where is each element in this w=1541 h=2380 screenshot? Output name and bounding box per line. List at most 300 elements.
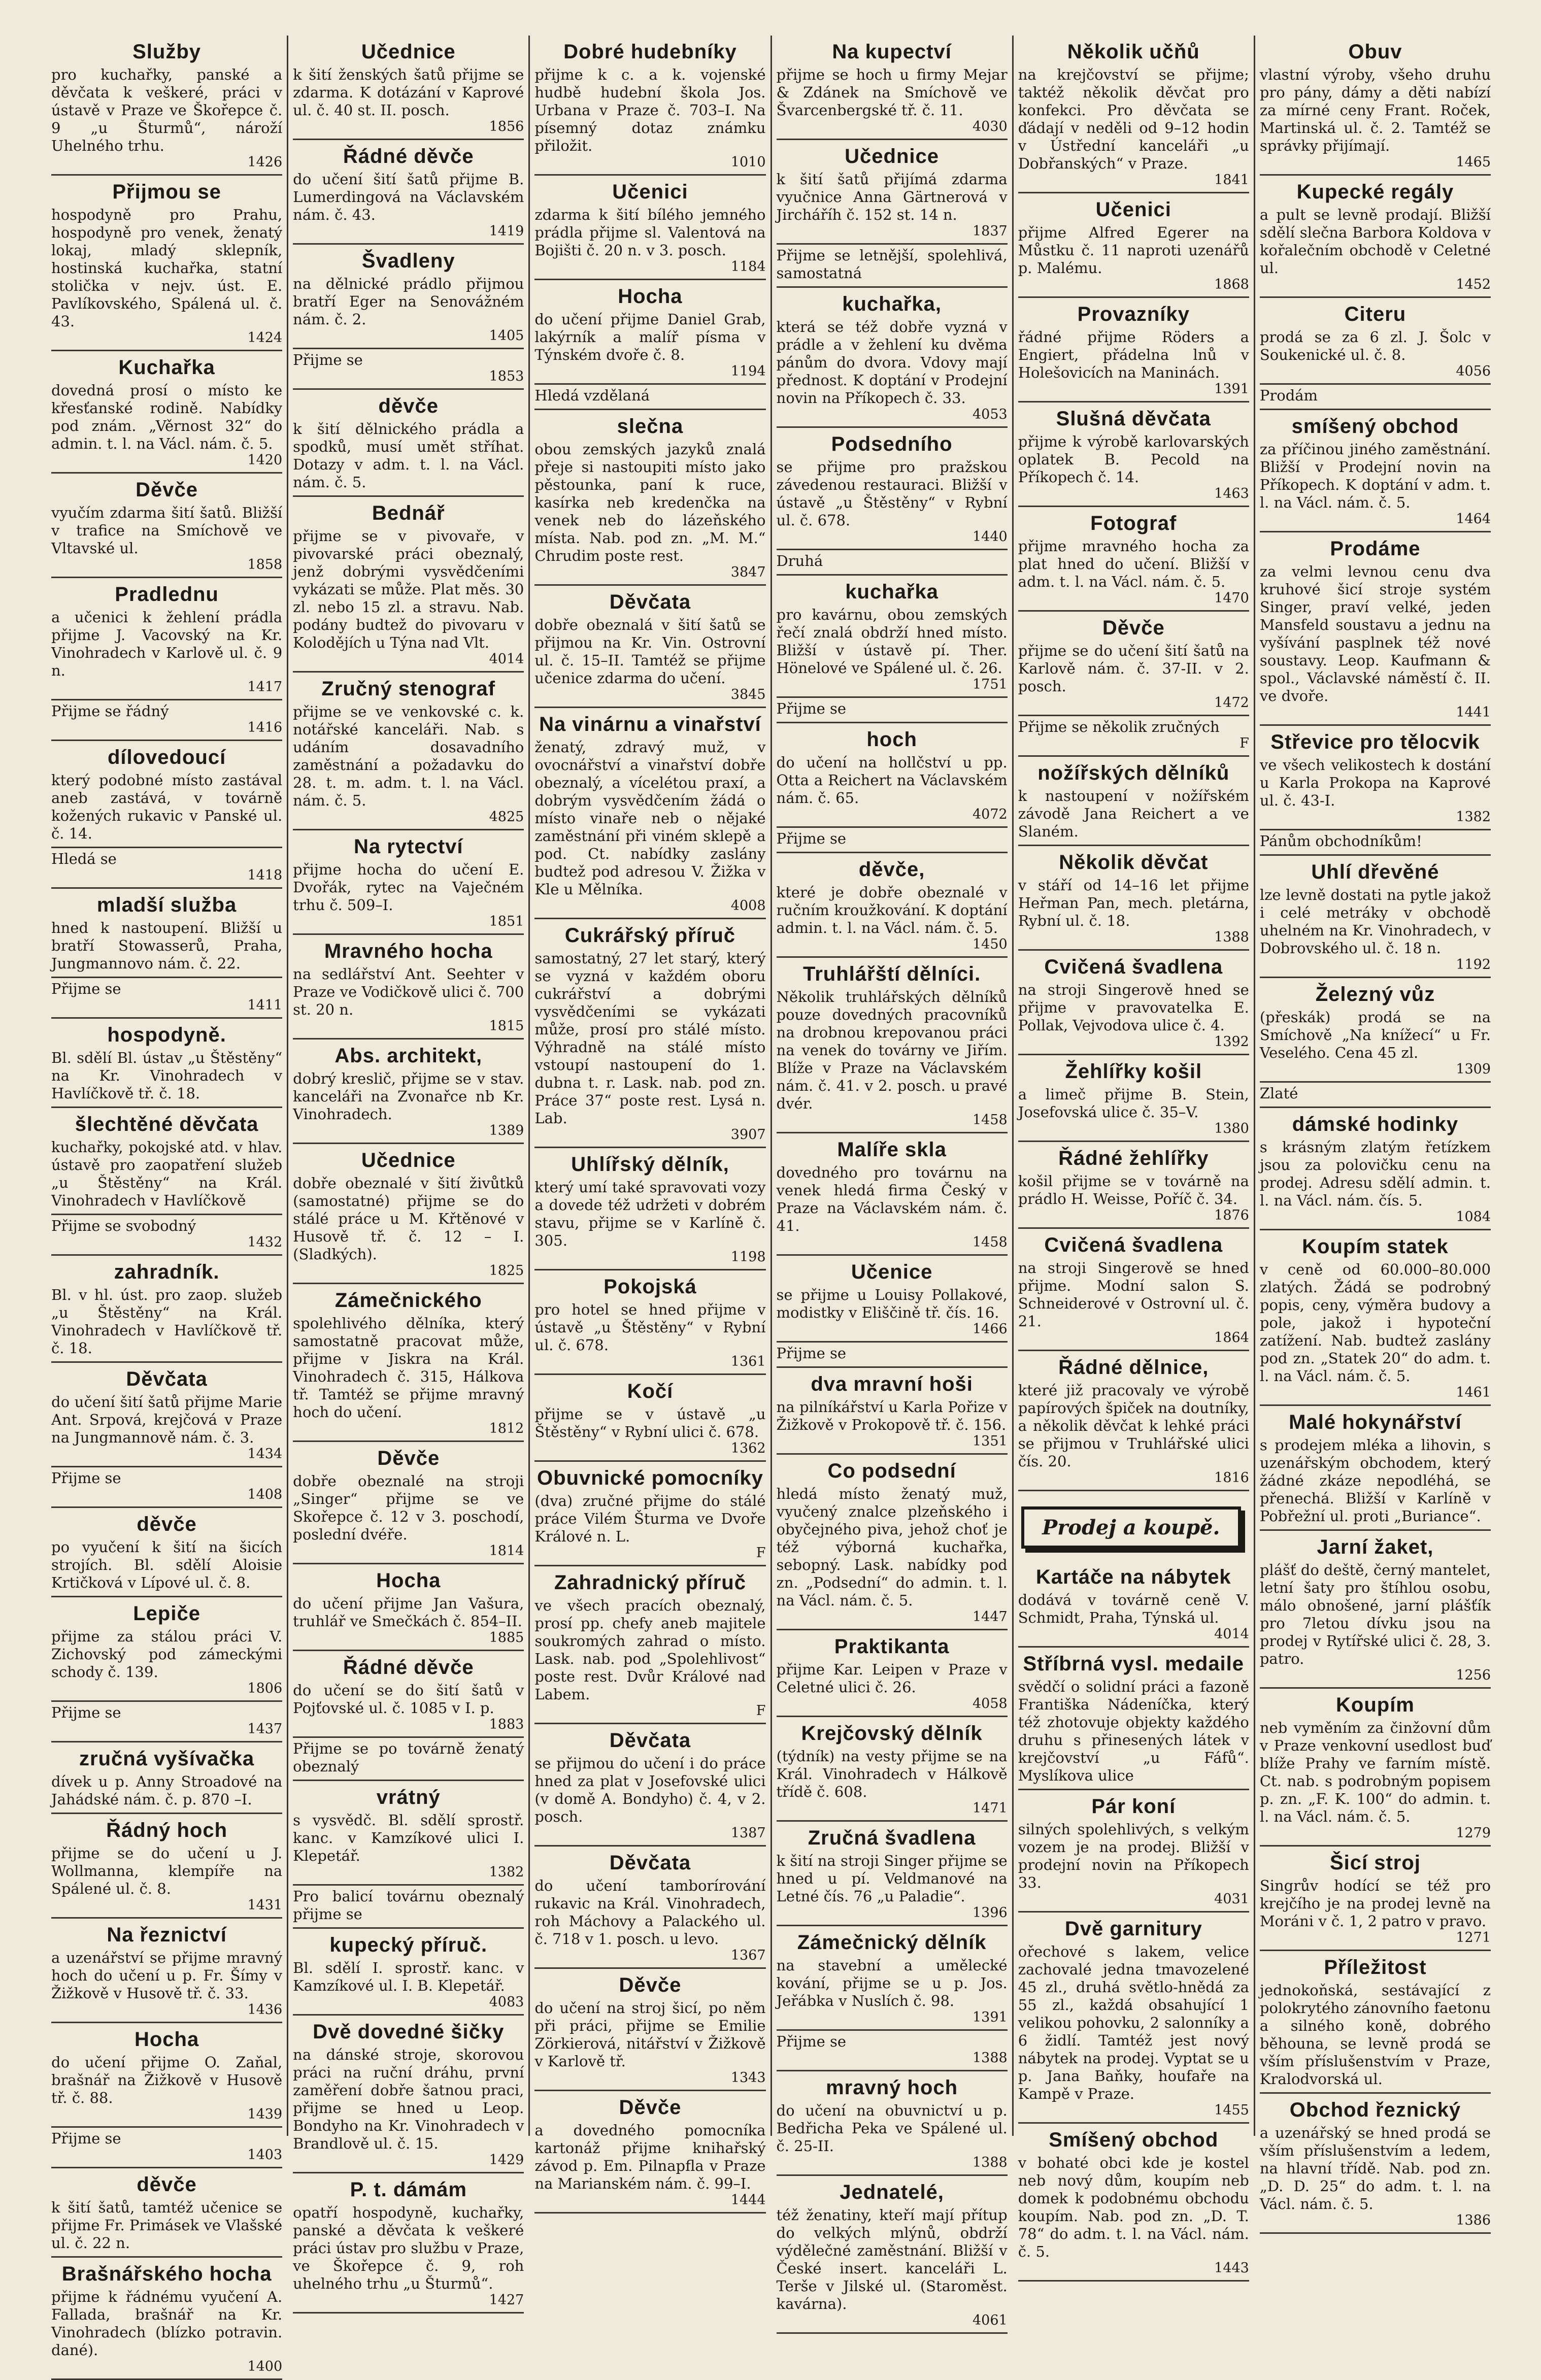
ad-number: 1382 bbox=[1456, 809, 1491, 825]
ad-divider bbox=[1018, 1141, 1249, 1142]
classified-ad bbox=[51, 1261, 282, 1363]
ad-divider bbox=[534, 2212, 765, 2214]
ad-text: přijme Kar. Leipen v Praze v Celetné ulici č. 26. bbox=[776, 1661, 1008, 1696]
ad-text: se přijme u Louisy Pollakové, modistky v Eliščině tř. čís. 16. bbox=[776, 1286, 1008, 1321]
ad-number: 4058 bbox=[972, 1696, 1008, 1712]
ad-divider bbox=[293, 1283, 524, 1284]
classified-ad bbox=[534, 387, 765, 410]
ad-heading: Kupecké regály bbox=[1296, 181, 1454, 203]
classified-ad bbox=[293, 1656, 524, 1738]
ad-text: Přijme se svobodný bbox=[51, 1217, 196, 1234]
ad-number: 1437 bbox=[247, 1721, 283, 1737]
ad-divider bbox=[1260, 724, 1491, 726]
ad-divider bbox=[51, 2256, 282, 2258]
classified-ad bbox=[777, 552, 1008, 576]
ad-divider bbox=[777, 1629, 1008, 1630]
ad-text: s krásným zlatým řetízkem jsou za polovičku cenu na prodej. Adresu sdělí admin. t. l. na Václ. nám. čís. 5. bbox=[1259, 1138, 1491, 1209]
classified-ad bbox=[1260, 1235, 1491, 1406]
ad-number: 1864 bbox=[1214, 1330, 1249, 1346]
classified-ad bbox=[293, 145, 524, 245]
ad-text: plášť do deště, černý mantelet, letní šaty pro štíhlou osobu, málo obnošené, jarní plášťík pro 7letou dívku jsou na prodej v Rytířské ulici č. 28, 3. patro. bbox=[1259, 1561, 1491, 1667]
ad-heading: Řádný hoch bbox=[106, 1819, 228, 1841]
ad-text: Přijme se bbox=[776, 700, 847, 717]
classified-ad bbox=[1018, 1060, 1249, 1142]
ad-number: 1876 bbox=[1214, 1208, 1249, 1223]
ad-divider bbox=[534, 1269, 765, 1270]
ad-heading: Zámečnický dělník bbox=[797, 1931, 987, 1954]
ad-divider bbox=[534, 1967, 765, 1969]
classified-ad bbox=[534, 1729, 765, 1847]
ad-divider bbox=[51, 1017, 282, 1019]
ad-text: přijme mravného hocha za plat hned do učení. Bližší v adm. t. l. na Václ. nám. č. 5. bbox=[1018, 538, 1249, 590]
ad-number: 1455 bbox=[1214, 2102, 1249, 2118]
ad-number: 1388 bbox=[972, 2050, 1008, 2066]
ad-text: přijme k výrobě karlovarských oplatek B. Pecold na Příkopech č. 14. bbox=[1018, 433, 1249, 486]
classified-ad bbox=[293, 2178, 524, 2314]
ad-number: 1465 bbox=[1456, 154, 1491, 170]
ad-heading: Mravného hocha bbox=[324, 940, 493, 962]
classified-ad bbox=[1018, 512, 1249, 612]
ad-text: a uzenářství se přijme mravný hoch do učení u p. Fr. Šímy v Žižkově v Husově tř. č. 33. bbox=[51, 1949, 283, 2002]
classified-ad bbox=[1260, 731, 1491, 830]
ad-text: která se též dobře vyzná v prádle a v žehlení ku dvěma pánům do dvora. Vdovy mají přednost. K doptání v Prodejní novin na Příkopech č. 33. bbox=[776, 318, 1008, 407]
ad-heading: Na řeznictví bbox=[107, 1924, 227, 1946]
classified-ad bbox=[777, 2181, 1008, 2334]
ad-number: 1436 bbox=[247, 2002, 283, 2018]
ad-text: k šití šatů přijímá zdarma vyučnice Anna Gärtnerová v Jircháříh č. 152 st. 14 n. bbox=[776, 171, 1008, 223]
classified-ad bbox=[293, 1569, 524, 1651]
ad-number: F bbox=[1240, 735, 1249, 751]
ad-heading: zahradník. bbox=[114, 1261, 220, 1283]
ad-text: (dva) zručné přijme do stálé práce Vilém Šturma ve Dvoře Králové n. L. bbox=[534, 1492, 766, 1545]
ad-number: 1471 bbox=[972, 1800, 1008, 1816]
ad-number: 1841 bbox=[1214, 172, 1249, 188]
classified-ad bbox=[51, 41, 282, 176]
ad-divider bbox=[534, 279, 765, 280]
ad-text: Hledá vzdělaná bbox=[534, 387, 650, 404]
classified-ad bbox=[1018, 956, 1249, 1055]
ad-text: hospodyně pro Prahu, hospodyně pro venek, ženatý lokaj, mladý sklepník, hostinská kuchařka, statní stolička v nejv. úst. E. Pavlíkovského, Spálená ul. č. 43. bbox=[51, 206, 283, 330]
ad-heading: Děvčata bbox=[126, 1368, 208, 1390]
classified-ad bbox=[777, 700, 1008, 723]
ad-text: Přijme se bbox=[51, 2130, 121, 2147]
ad-heading: Střevice pro tělocvik bbox=[1270, 731, 1480, 753]
ad-text: (týdník) na vesty přijme se na Král. Vinohradech v Hálkově třídě č. 608. bbox=[776, 1748, 1008, 1800]
ad-divider bbox=[1018, 845, 1249, 846]
ad-divider bbox=[1260, 1687, 1491, 1689]
ad-divider bbox=[777, 1254, 1008, 1256]
classified-ad bbox=[51, 702, 282, 741]
ad-number: 1450 bbox=[972, 936, 1008, 952]
ad-heading: Provazníky bbox=[1077, 303, 1190, 325]
ad-heading: děvče, bbox=[858, 858, 925, 881]
ad-number: 4014 bbox=[1214, 1626, 1249, 1642]
ad-number: 1837 bbox=[972, 223, 1008, 239]
ad-divider bbox=[777, 2332, 1008, 2334]
ad-heading: Hocha bbox=[376, 1569, 441, 1592]
ad-heading: Abs. architekt, bbox=[334, 1045, 483, 1067]
ad-number: 1447 bbox=[972, 1609, 1008, 1625]
ad-heading: Žehlířky košil bbox=[1065, 1060, 1202, 1083]
ad-number: 1279 bbox=[1456, 1825, 1491, 1841]
ad-divider bbox=[51, 1917, 282, 1919]
ad-divider bbox=[293, 243, 524, 245]
ad-heading: Hocha bbox=[618, 285, 683, 308]
ad-text: kuchařky, pokojské atd. v hlav. ústavě pro zaopatření služeb „u Štěstěny“ na Král. Vinohradech v Havlíčkově bbox=[51, 1138, 283, 1209]
ad-text: na dánské stroje, skorovou práci na ruční dráhu, první zaměření dobře šatnou praci, přijme se hned u Leop. Bondyho na Kr. Vinohradech v Brandlově ul. č. 15. bbox=[293, 2046, 524, 2152]
classified-ad bbox=[777, 433, 1008, 550]
ad-text: přijme hocha do učení E. Dvořák, rytec na Vaječném trhu č. 509–I. bbox=[293, 861, 524, 914]
ad-divider bbox=[534, 584, 765, 586]
classified-ad bbox=[1018, 1356, 1249, 1491]
ad-number: 1444 bbox=[730, 2192, 766, 2208]
classified-ad bbox=[1260, 1113, 1491, 1230]
ad-text: k šití ženských šatů přijme se zdarma. K dotázání v Kaprové ul. č. 40 st. II. posch. bbox=[293, 66, 524, 119]
classified-ad bbox=[1260, 387, 1491, 410]
ad-number: 1387 bbox=[730, 1825, 766, 1841]
classified-ad bbox=[777, 830, 1008, 853]
ad-number: 1380 bbox=[1214, 1121, 1249, 1136]
ad-number: 1256 bbox=[1456, 1667, 1491, 1683]
columns bbox=[47, 36, 1495, 2374]
ad-number: 1426 bbox=[247, 154, 283, 170]
ad-divider bbox=[1018, 1490, 1249, 1491]
ad-text: řádné přijme Röders a Engiert, přádelna lnů v Holešovicích na Maninách. bbox=[1018, 328, 1249, 381]
ad-heading: dílovedoucí bbox=[107, 746, 226, 768]
ad-text: na stroji Singerově se hned přijme. Modní salon S. Schneiderové v Ostrovní ul. č. 21. bbox=[1018, 1259, 1249, 1330]
ad-divider bbox=[51, 174, 282, 176]
ad-number: 4014 bbox=[489, 651, 524, 667]
ad-number: 1417 bbox=[247, 679, 283, 695]
ad-text: neb vyměním za činžovní dům v Praze venkovní usedlost buď blíže Prahy ve farním místě. Ct. nab. s podrobným popisem p. zn. „F. K. 100“ do admin. t. l. na Václ. nám. č. 5. bbox=[1259, 1719, 1491, 1825]
ad-heading: Řádné děvče bbox=[343, 145, 474, 167]
ad-text: v ceně od 60.000–80.000 zlatých. Žádá se podrobný popis, ceny, výměra budovy a pole, jakož i hypoteční zatížení. Nab. budtež zaslány pod zn. „Statek 20“ do adm. t. l. na Václ. nám. č. 5. bbox=[1259, 1261, 1491, 1385]
ad-heading: Uhlířský dělník, bbox=[571, 1153, 729, 1176]
ad-divider bbox=[51, 2126, 282, 2128]
ad-text: Bl. sdělí Bl. ústav „u Štěstěny“ na Kr. Vinohradech v Havlíčkově tř. č. 18. bbox=[51, 1049, 283, 1102]
ad-text: který podobné místo zastával aneb zastává, v továrně kožených rukavic v Panské ul. č. 14. bbox=[51, 772, 283, 842]
ad-divider bbox=[51, 1700, 282, 1702]
classified-ad bbox=[777, 1345, 1008, 1368]
ad-number: 4825 bbox=[489, 809, 524, 825]
classified-ad bbox=[777, 1635, 1008, 1717]
ad-heading: Příležitost bbox=[1324, 1956, 1427, 1979]
ad-heading: Děvče bbox=[1102, 617, 1165, 639]
ad-text: pro kuchařky, panské a děvčata k veškeré, práci v ústavě v Praze ve Škořepce č. 9 „u Šturmů“, nároží Uhelného trhu. bbox=[51, 66, 283, 154]
ad-number: 1416 bbox=[247, 720, 283, 735]
ad-heading: Zručný stenograf bbox=[321, 678, 496, 700]
ad-divider bbox=[293, 1884, 524, 1886]
classified-ad bbox=[51, 850, 282, 889]
classified-ad bbox=[1260, 538, 1491, 726]
ad-divider bbox=[534, 383, 765, 385]
ad-number: 1429 bbox=[489, 2152, 524, 2168]
ad-text: vyučím zdarma šití šatů. Bližší v trafice na Smíchově ve Vltavské ul. bbox=[51, 504, 283, 557]
ad-divider bbox=[777, 574, 1008, 576]
ad-text: k šití na stroji Singer přijme se hned u pí. Veldmanové na Letné čís. 76 „u Paladie“. bbox=[776, 1852, 1008, 1905]
classified-ad bbox=[1018, 408, 1249, 507]
ad-text: na sedlářství Ant. Seehter v Praze ve Vodičkově ulici č. 700 st. 20 n. bbox=[293, 965, 524, 1018]
ad-text: Přijme se bbox=[776, 2033, 847, 2050]
ad-heading: Děvče bbox=[619, 1974, 682, 1996]
ad-heading: Děvčata bbox=[609, 1729, 691, 1752]
classified-ad bbox=[51, 1602, 282, 1702]
ad-text: košil přijme se v továrně na prádlo H. Weisse, Poříč č. 34. bbox=[1018, 1172, 1249, 1208]
ad-text: Bl. sdělí I. sprostř. kanc. v Kamzíkové ul. I. B. Klepetář. bbox=[293, 1959, 524, 1994]
ad-heading: mravný hoch bbox=[826, 2076, 958, 2099]
ad-text: dobře obeznalé v šití živůtků (samostatné) přijme se do stálé práce u M. Křtěnové v Husově tř. č. 12 – I. (Sladkých). bbox=[293, 1175, 524, 1263]
ad-heading: Stříbrná vysl. medaile bbox=[1023, 1653, 1245, 1675]
classified-ad bbox=[51, 1469, 282, 1508]
ad-heading: Praktikanta bbox=[834, 1635, 950, 1658]
ad-heading: slečna bbox=[617, 415, 684, 438]
ad-divider bbox=[51, 740, 282, 741]
ad-text: dobře obeznalá v šití šatů se přijmou na Kr. Vin. Ostrovní ul. č. 15–II. Tamtéž se přijme učenice zdarma do učení. bbox=[534, 616, 766, 687]
ad-divider bbox=[1260, 977, 1491, 978]
classified-ad bbox=[777, 1460, 1008, 1630]
ad-text: s vysvědč. Bl. sdělí sprostř. kanc. v Kamzíkové ulici I. Klepetář. bbox=[293, 1812, 524, 1864]
ad-text: na dělnické prádlo přijmou bratří Eger na Senovážném nám. č. 2. bbox=[293, 275, 524, 328]
ad-divider bbox=[51, 1813, 282, 1814]
ad-number: 4056 bbox=[1456, 363, 1491, 379]
ad-heading: Cukrářský příruč bbox=[564, 924, 735, 947]
ad-number: 1806 bbox=[247, 1681, 283, 1696]
ad-number: 3845 bbox=[730, 687, 766, 702]
ad-text: hledá místo ženatý muž, vyučený znalce plzeňského i obyčejného piva, jehož choť je též výborná kuchařka, sebopný. Lask. nabídky pod zn. „Podsední“ do admin. t. l. na Václ. nám. č. 5. bbox=[776, 1485, 1008, 1609]
ad-heading: Fotograf bbox=[1090, 512, 1177, 534]
ad-number: 4008 bbox=[730, 898, 766, 914]
ad-heading: Obuv bbox=[1348, 41, 1402, 63]
ad-text: Přijme se letnější, spolehlivá, samostatná bbox=[776, 247, 1008, 282]
ad-text: vlastní výroby, všeho druhu pro pány, dámy a děti nabízí za mírné ceny Frant. Roček, Martinská ul. č. 2. Tamtéž se správky přijímají. bbox=[1259, 66, 1491, 154]
ad-text: na stroji Singerově hned se přijme v pravovatelka E. Pollak, Vejvodova ulice č. 4. bbox=[1018, 981, 1249, 1034]
ad-heading: Prodáme bbox=[1330, 538, 1421, 560]
classified-ad bbox=[1018, 303, 1249, 403]
ad-divider bbox=[777, 243, 1008, 245]
ad-divider bbox=[293, 2014, 524, 2016]
ad-divider bbox=[777, 1453, 1008, 1455]
ad-number: 1441 bbox=[1456, 705, 1491, 720]
classified-ad bbox=[1260, 2099, 1491, 2234]
column-3 bbox=[530, 36, 772, 2208]
ad-number: 1388 bbox=[1214, 929, 1249, 945]
ad-heading: Pradlednu bbox=[115, 583, 219, 606]
classified-ad bbox=[1018, 617, 1249, 716]
ad-number: 1427 bbox=[489, 2292, 524, 2308]
ad-number: 1751 bbox=[972, 677, 1008, 692]
ad-text: přijme k c. a k. vojenské hudbě hudební škola Jos. Urbana v Praze č. 703–I. Na písemný dotaz známku přiložit. bbox=[534, 66, 766, 154]
ad-text: pro kavárnu, obou zemských řečí znalá obdrží hned místo. Bližší v ústavě pí. Ther. Hönelové ve Spálené ul. č. 26. bbox=[776, 606, 1008, 677]
ad-text: Druhá bbox=[776, 552, 823, 569]
ad-text: dívek u p. Anny Stroadové na Jahádské nám. č. p. 870 –I. bbox=[51, 1773, 283, 1808]
ad-heading: Řádné děvče bbox=[343, 1656, 474, 1679]
ad-text: prodá se za 6 zl. J. Šolc v Soukenické ul. č. 8. bbox=[1259, 328, 1491, 363]
classified-ad bbox=[534, 285, 765, 385]
ad-text: Prodám bbox=[1259, 387, 1318, 404]
ad-divider bbox=[534, 1565, 765, 1566]
ad-divider bbox=[1018, 1350, 1249, 1351]
ad-heading: Několik učňů bbox=[1067, 41, 1200, 63]
ad-heading: děvče bbox=[137, 1513, 197, 1535]
ad-text: a dovedného pomocníka kartonáž přijme knihařský závod p. Em. Pilnapfla v Praze na Marianském nám. č. 99–I. bbox=[534, 2122, 766, 2192]
ad-number: 1396 bbox=[972, 1905, 1008, 1921]
classified-ad bbox=[534, 1571, 765, 1724]
ad-heading: Řádné dělnice, bbox=[1058, 1356, 1209, 1379]
ad-text: do učení tamborírování rukavic na Král. Vinohradech, roh Máchovy a Palackého ul. č. 718 v 1. posch. u levo. bbox=[534, 1877, 766, 1948]
ad-text: spolehlivého dělníka, který samostatně pracovat může, přijme v Jiskra na Král. Vinohradech č. 315, Hálkova tř. Tamtéž se přijme mravný hoch do učení. bbox=[293, 1315, 524, 1421]
ad-heading: kupecký příruč. bbox=[329, 1934, 488, 1956]
classified-ad bbox=[1260, 1852, 1491, 1951]
ad-text: lze levně dostati na pytle jakož i celé metráky v obchodě uhelném na Kr. Vinohradech, v Dobrovského ul. č. 18 n. bbox=[1259, 886, 1491, 957]
ad-divider bbox=[1018, 610, 1249, 612]
ad-divider bbox=[51, 1254, 282, 1256]
ad-text: Přijme se bbox=[51, 980, 121, 997]
ad-number: 4030 bbox=[972, 119, 1008, 135]
classified-ad bbox=[777, 2033, 1008, 2071]
classified-ad bbox=[534, 1380, 765, 1462]
ad-heading: Obchod řeznický bbox=[1289, 2099, 1461, 2121]
ad-heading: hoch bbox=[866, 728, 917, 751]
classified-ad bbox=[1018, 1566, 1249, 1648]
classified-ad bbox=[51, 356, 282, 474]
ad-divider bbox=[51, 472, 282, 474]
ad-divider bbox=[1260, 1529, 1491, 1531]
classified-ad bbox=[534, 415, 765, 586]
ad-heading: Co podsední bbox=[827, 1460, 956, 1482]
ad-heading: Kartáče na nábytek bbox=[1035, 1566, 1231, 1588]
classified-ad bbox=[293, 1934, 524, 2016]
ad-divider bbox=[777, 722, 1008, 723]
ad-number: 1411 bbox=[247, 997, 283, 1013]
ad-text: též ženatiny, kteří mají přítup do velkých mlýnů, obdrží výdělečné zaměstnání. Bližší v České insert. kanceláři L. Terše v Jilské ul. (Staroměst. kavárna). bbox=[776, 2206, 1008, 2312]
ad-text: Pánům obchodníkům! bbox=[1259, 832, 1422, 850]
ad-divider bbox=[1260, 531, 1491, 532]
ad-heading: Krejčovský dělník bbox=[801, 1722, 983, 1745]
ad-text: Bl. v hl. úst. pro zaop. služeb „u Štěstěny“ na Král. Vinohradech v Havlíčkově tř. č. 18. bbox=[51, 1286, 283, 1357]
ad-text: pro hotel se hned přijme v ústavě „u Štěstěny“ v Rybní ul. č. 678. bbox=[534, 1301, 766, 1354]
ad-heading: Několik děvčat bbox=[1059, 851, 1209, 874]
ad-divider bbox=[534, 1373, 765, 1375]
ad-divider bbox=[777, 696, 1008, 698]
classified-ad bbox=[293, 1786, 524, 1886]
classified-ad bbox=[51, 1217, 282, 1256]
ad-text: které je dobře obeznalé v ručním kroužkování. K doptání admin. t. l. na Václ. nám. č. 5. bbox=[776, 884, 1008, 936]
classified-ad bbox=[777, 1138, 1008, 1256]
classified-ad bbox=[1260, 1085, 1491, 1108]
ad-heading: Citeru bbox=[1344, 303, 1406, 325]
classified-ad bbox=[1018, 1234, 1249, 1351]
ad-number: 1472 bbox=[1214, 695, 1249, 711]
ad-text: do učení šití šatů přijme Marie Ant. Srpová, krejčová v Praze na Jungmannově nám. č. 3. bbox=[51, 1393, 283, 1446]
ad-number: 1815 bbox=[489, 1018, 524, 1034]
ad-divider bbox=[293, 1927, 524, 1929]
classified-ad bbox=[1018, 762, 1249, 846]
ad-divider bbox=[1260, 1404, 1491, 1406]
classified-ad bbox=[777, 1722, 1008, 1822]
classified-ad bbox=[777, 1827, 1008, 1926]
ad-heading: Na vinárnu a vinařství bbox=[539, 713, 761, 735]
ad-divider bbox=[1260, 1107, 1491, 1108]
column-6 bbox=[1255, 36, 1495, 2228]
ad-heading: Učednice bbox=[361, 1149, 456, 1171]
ad-text: silných spolehlivých, s velkým vozem je na prodej. Bližší v prodejní novin na Příkopech 33. bbox=[1018, 1821, 1249, 1891]
ad-text: Pro balicí továrnu obeznalý přijme se bbox=[293, 1888, 524, 1923]
ad-divider bbox=[1018, 296, 1249, 298]
ad-number: 1463 bbox=[1214, 486, 1249, 501]
ad-number: 4053 bbox=[972, 407, 1008, 422]
ad-number: 1853 bbox=[489, 368, 524, 384]
classified-ad bbox=[1260, 415, 1491, 532]
ad-heading: Děvčata bbox=[609, 591, 691, 613]
ad-heading: Pár koní bbox=[1091, 1795, 1176, 1818]
ad-heading: kuchařka bbox=[845, 581, 939, 603]
ad-text: jednokoňská, sestávající z polokrytého zánovního faetonu a silného koně, dobrého běhouna, se levně prodá se vším příslušenstvím v Praze, Kralodvorská ul. bbox=[1259, 1982, 1491, 2088]
ad-heading: Podsedního bbox=[831, 433, 953, 455]
ad-text: v stáří od 14–16 let přijme Heřman Pan, mech. pletárna, Rybní ul. č. 18. bbox=[1018, 877, 1249, 929]
ad-divider bbox=[777, 852, 1008, 853]
ad-number: 1367 bbox=[730, 1948, 766, 1963]
ad-number: 1883 bbox=[489, 1717, 524, 1732]
ad-text: se přijmou do učení i do práce hned za plat v Josefovské ulici (v domě A. Bondyho) č. 4, v 2. posch. bbox=[534, 1755, 766, 1825]
ad-number: 4031 bbox=[1214, 1891, 1249, 1907]
ad-divider bbox=[777, 549, 1008, 550]
ad-heading: Učenice bbox=[851, 1261, 933, 1283]
ad-divider bbox=[51, 350, 282, 351]
ad-heading: Koupím bbox=[1336, 1694, 1415, 1716]
classified-ad bbox=[293, 1740, 524, 1781]
ad-heading: Děvčata bbox=[609, 1852, 691, 1874]
section-banner: Prodej a koupě. bbox=[1021, 1506, 1241, 1549]
ad-heading: dámské hodinky bbox=[1292, 1113, 1459, 1135]
ad-text: dovedného pro továrnu na venek hledá firma Český v Praze na Václavském nám. č. 41. bbox=[776, 1164, 1008, 1234]
ad-divider bbox=[1260, 174, 1491, 176]
classified-ad bbox=[1260, 303, 1491, 385]
ad-text: Přijme se bbox=[776, 830, 847, 847]
ad-text: s prodejem mléka a lihovin, s uzenářským obchodem, který žádné zkáze nepodléhá, se přenechá. Bližší v Karlíně v Pobřežní ul. proti „Buriance“. bbox=[1259, 1436, 1491, 1525]
ad-number: 1434 bbox=[247, 1446, 283, 1462]
ad-text: k šití dělnického prádla a spodků, musí umět stříhat. Dotazy v adm. t. l. na Václ. nám. č. 5. bbox=[293, 420, 524, 491]
ad-divider bbox=[51, 1741, 282, 1742]
ad-number: F bbox=[756, 1703, 766, 1719]
ad-text: samostatný, 27 let starý, který se vyzná v každém oboru cukrářství a dobrými vysvědčeními se vykázati může, prosí pro stálé místo. Výhradně na stálé místo vstoupí nastoupení do 1. dubna t. r. Lask. nab. pod zn. Práce 37“ poste rest. Lysá n. Lab. bbox=[534, 950, 766, 1127]
ad-divider bbox=[293, 2312, 524, 2314]
ad-text: přijme se ve venkovské c. k. notářské kanceláři. Nab. s udáním dosavadního zaměstnání a požadavku do 28. t. m. adm. t. l. na Václ. nám. č. 5. bbox=[293, 703, 524, 809]
ad-heading: děvče bbox=[137, 2173, 197, 2196]
classified-ad bbox=[534, 1852, 765, 1969]
ad-text: a pult se levně prodají. Bližší sdělí slečna Barbora Koldova v kořalečním obchodě v Celetné ul. bbox=[1259, 206, 1491, 277]
ad-text: na stavební a umělecké kování, přijme se u p. Jos. Jeřábka v Nuslích č. 98. bbox=[776, 1957, 1008, 2009]
classified-ad bbox=[1018, 718, 1249, 757]
classified-ad bbox=[1018, 1918, 1249, 2124]
ad-number: 1439 bbox=[247, 2106, 283, 2122]
classified-ad bbox=[293, 678, 524, 830]
ad-divider bbox=[534, 174, 765, 176]
ad-text: dodává v továrně ceně V. Schmidt, Praha, Týnská ul. bbox=[1018, 1591, 1249, 1626]
ad-number: 1458 bbox=[972, 1112, 1008, 1128]
ad-number: 1418 bbox=[247, 867, 283, 883]
ad-heading: Obuvnické pomocníky bbox=[537, 1467, 763, 1489]
ad-number: 1424 bbox=[247, 330, 283, 346]
ad-divider bbox=[777, 286, 1008, 288]
ad-divider bbox=[1260, 1845, 1491, 1847]
ad-text: přijme se v pivovaře, v pivovarské práci obeznalý, jenž dobrými vysvědčeními vykázati se může. Plat měs. 30 zl. nebo 15 zl. a stravu. Nab. podány budtež do pivovaru v Kolodějích u Týna nad Vlt. bbox=[293, 527, 524, 651]
classified-ad bbox=[777, 2076, 1008, 2176]
ad-divider bbox=[777, 826, 1008, 828]
classified-ad bbox=[51, 2130, 282, 2168]
ad-text: ženatý, zdravý muž, v ovocnářství a vinařství dobře obeznalý, a vícelétou praxí, a dobrým vysvědčením žádá o místo vinaře neb o nějaké zaměstnání při viném sklepě a pod. Ct. nabídky zaslány budtež pod adresou V. Žižka v Kle u Mělníka. bbox=[534, 739, 766, 898]
ad-divider bbox=[293, 1650, 524, 1651]
ad-heading: smíšený obchod bbox=[1291, 415, 1459, 438]
